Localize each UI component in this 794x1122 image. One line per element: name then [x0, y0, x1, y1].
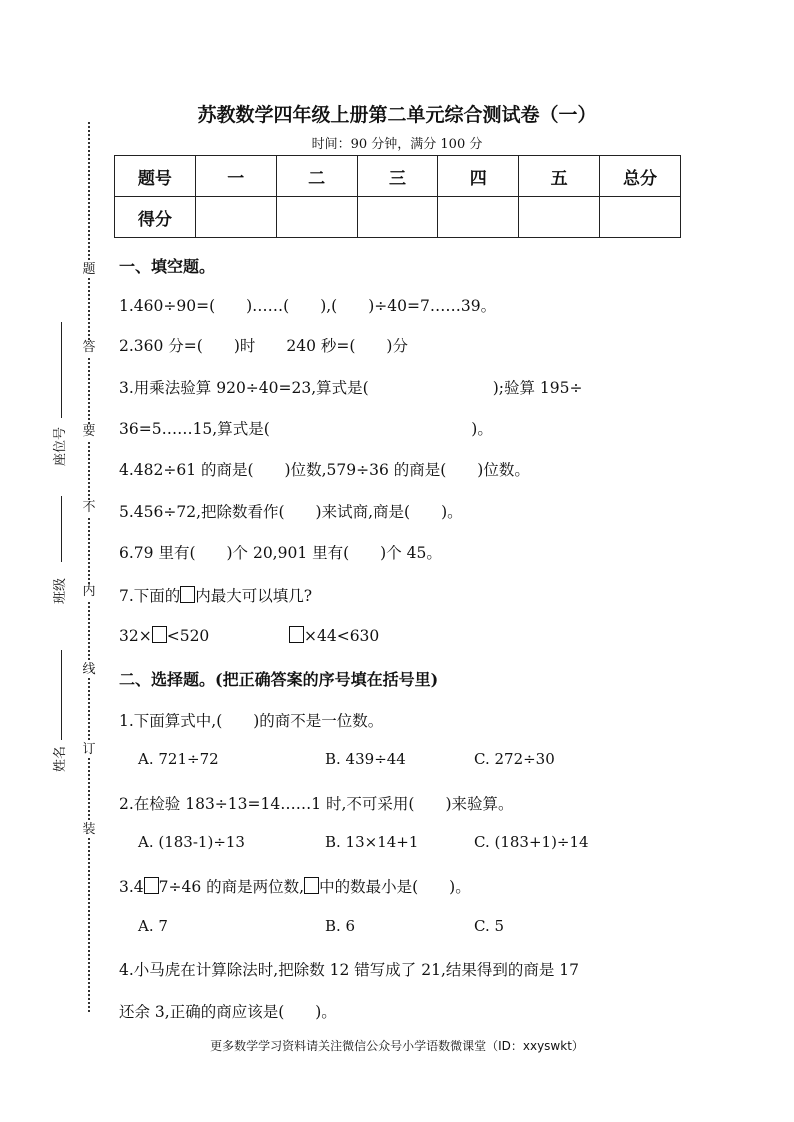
binding-char: 要 — [82, 424, 96, 439]
score-table — [114, 155, 681, 238]
question-1-3-line-2: 36=5……15,算式是( )。 — [119, 420, 493, 438]
option-c: C. 5 — [474, 917, 505, 935]
question-2-3-middle: 7÷46 的商是两位数, — [158, 878, 305, 896]
question-2-3-suffix: 中的数最小是( )。 — [319, 878, 471, 896]
option-b: B. 13×14+1 — [325, 833, 419, 851]
question-2-3 — [119, 875, 471, 897]
question-1-5: 5.456÷72,把除数看作( )来试商,商是( )。 — [119, 503, 463, 521]
score-cell[interactable] — [519, 197, 600, 238]
binding-char: 装 — [82, 822, 96, 837]
footer-note: 更多数学学习资料请关注微信公众号小学语数微课堂（ID：xxyswkt） — [210, 1039, 584, 1053]
option-c: C. 272÷30 — [474, 750, 555, 768]
question-1-7-a-suffix: <520 — [166, 627, 210, 645]
option-c: C. (183+1)÷14 — [474, 833, 589, 851]
question-2-3-prefix: 3.4 — [119, 878, 144, 896]
class-label: 班级 — [53, 577, 68, 604]
score-cell[interactable] — [438, 197, 519, 238]
question-1-1: 1.460÷90=( )……( ),( )÷40=7……39。 — [119, 297, 497, 315]
question-1-3-line-1: 3.用乘法验算 920÷40=23,算式是( );验算 195÷ — [119, 379, 583, 397]
question-1-7-a-prefix: 32× — [119, 627, 152, 645]
question-2-2: 2.在检验 183÷13=14……1 时,不可采用( )来验算。 — [119, 795, 514, 813]
binding-char: 题 — [82, 262, 96, 277]
option-a: A. (183-1)÷13 — [138, 833, 245, 851]
option-a: A. 7 — [138, 917, 168, 935]
question-2-4-line-1: 4.小马虎在计算除法时,把除数 12 错写成了 21,结果得到的商是 17 — [119, 961, 580, 979]
binding-dotted-line — [88, 122, 90, 1012]
question-1-7-part-a — [119, 626, 209, 645]
question-1-4: 4.482÷61 的商是( )位数,579÷36 的商是( )位数。 — [119, 461, 530, 479]
score-table-row-label: 得分 — [115, 197, 196, 238]
seat-number-label: 座位号 — [53, 426, 68, 466]
score-cell[interactable] — [195, 197, 276, 238]
score-table-header-cell: 四 — [438, 156, 519, 197]
score-table-header-cell: 一 — [195, 156, 276, 197]
blank-box-icon — [180, 586, 195, 603]
question-1-6: 6.79 里有( )个 20,901 里有( )个 45。 — [119, 544, 442, 562]
score-table-header-row — [115, 156, 681, 197]
class-underline — [61, 496, 62, 562]
question-1-7-part-b — [289, 626, 379, 645]
score-cell[interactable] — [357, 197, 438, 238]
name-underline — [61, 650, 62, 740]
binding-char: 内 — [82, 584, 96, 599]
binding-char: 不 — [82, 500, 96, 515]
option-a: A. 721÷72 — [138, 750, 219, 768]
question-1-7-b-suffix: ×44<630 — [304, 627, 380, 645]
question-1-2: 2.360 分=( )时 240 秒=( )分 — [119, 337, 408, 355]
section-2-heading: 二、选择题。(把正确答案的序号填在括号里) — [119, 670, 439, 689]
page-subtitle: 时间：90 分钟，满分 100 分 — [311, 137, 483, 152]
score-table-header-cell: 五 — [519, 156, 600, 197]
score-table-header-cell: 总分 — [600, 156, 681, 197]
question-2-4-line-2: 还余 3,正确的商应该是( )。 — [119, 1003, 337, 1021]
question-2-1: 1.下面算式中,( )的商不是一位数。 — [119, 712, 384, 730]
question-1-7-suffix: 内最大可以填几? — [195, 587, 313, 605]
name-label: 姓名 — [53, 745, 68, 772]
score-table-score-row — [115, 197, 681, 238]
binding-char: 订 — [82, 742, 96, 757]
score-table-header-cell: 三 — [357, 156, 438, 197]
section-1-heading: 一、填空题。 — [119, 257, 216, 276]
score-table-header-cell: 二 — [276, 156, 357, 197]
blank-box-icon — [289, 626, 304, 643]
blank-box-icon — [144, 877, 159, 894]
question-1-7-prefix: 7.下面的 — [119, 587, 181, 605]
score-cell[interactable] — [600, 197, 681, 238]
blank-box-icon — [304, 877, 319, 894]
seat-number-underline — [61, 322, 62, 418]
blank-box-icon — [152, 626, 167, 643]
option-b: B. 439÷44 — [325, 750, 406, 768]
score-table-header-cell: 题号 — [115, 156, 196, 197]
score-cell[interactable] — [276, 197, 357, 238]
page-title: 苏教数学四年级上册第二单元综合测试卷（一） — [197, 104, 597, 126]
binding-char: 线 — [82, 662, 96, 677]
option-b: B. 6 — [325, 917, 356, 935]
binding-char: 答 — [82, 340, 96, 355]
question-1-7 — [119, 584, 312, 606]
